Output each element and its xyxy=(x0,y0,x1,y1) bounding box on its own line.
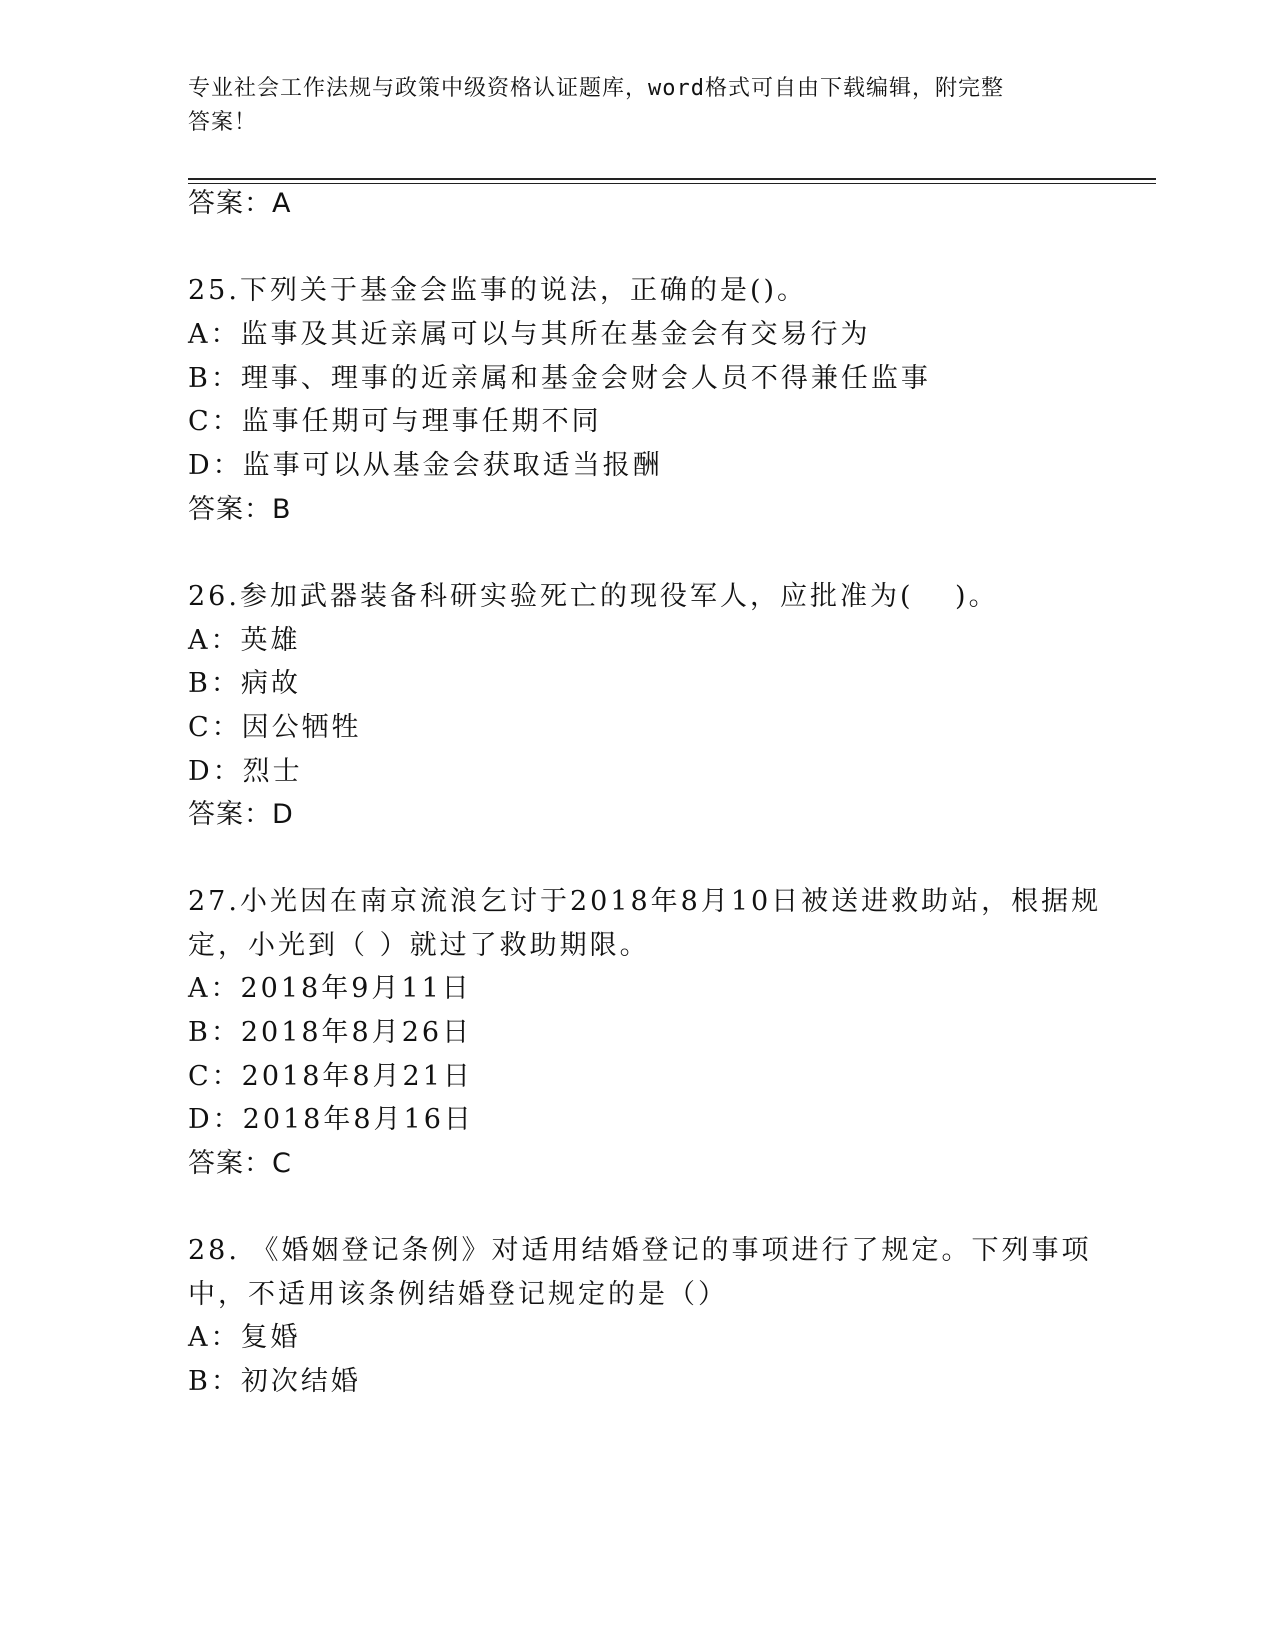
header-rule-thin xyxy=(188,183,1156,184)
question-27-option-d: D：2018年8月16日 xyxy=(188,1104,474,1135)
question-28-option-a: A：复婚 xyxy=(188,1322,301,1353)
question-25-option-d: D：监事可以从基金会获取适当报酬 xyxy=(188,450,663,481)
question-27-option-c: C：2018年8月21日 xyxy=(188,1061,473,1092)
question-27-stem-line-1: 27.小光因在南京流浪乞讨于2018年8月10日被送进救助站，根据规 xyxy=(188,886,1102,917)
question-27-stem-line-2: 定，小光到（ ）就过了救助期限。 xyxy=(188,930,650,961)
question-28-stem-line-1: 28. 《婚姻登记条例》对适用结婚登记的事项进行了规定。下列事项 xyxy=(188,1235,1092,1266)
question-26-option-b: B：病故 xyxy=(188,668,301,699)
question-27-option-b: B：2018年8月26日 xyxy=(188,1017,473,1048)
header-line-2: 答案！ xyxy=(188,110,258,135)
question-28-option-b: B：初次结婚 xyxy=(188,1366,361,1397)
question-26-stem: 26.参加武器装备科研实验死亡的现役军人，应批准为( )。 xyxy=(188,581,999,612)
question-25-answer: 答案：B xyxy=(188,494,292,525)
question-25-option-b: B：理事、理事的近亲属和基金会财会人员不得兼任监事 xyxy=(188,363,931,394)
question-26-option-d: D：烈士 xyxy=(188,756,303,787)
question-26-option-c: C：因公牺牲 xyxy=(188,712,362,743)
question-25-option-a: A：监事及其近亲属可以与其所在基金会有交易行为 xyxy=(188,319,871,350)
question-25-option-c: C：监事任期可与理事任期不同 xyxy=(188,406,602,437)
document-header xyxy=(188,72,1068,140)
header-rule-thick xyxy=(188,178,1156,180)
question-27-option-a: A：2018年9月11日 xyxy=(188,973,472,1004)
question-28-stem-line-2: 中，不适用该条例结婚登记规定的是（） xyxy=(188,1279,728,1310)
answer-line: 答案：A xyxy=(188,188,292,219)
question-26-option-a: A：英雄 xyxy=(188,625,301,656)
header-line-1: 专业社会工作法规与政策中级资格认证题库，word格式可自由下载编辑，附完整 xyxy=(188,76,1004,101)
question-26-answer: 答案：D xyxy=(188,799,294,830)
question-25-stem: 25.下列关于基金会监事的说法，正确的是()。 xyxy=(188,275,808,306)
question-27-answer: 答案：C xyxy=(188,1148,292,1179)
